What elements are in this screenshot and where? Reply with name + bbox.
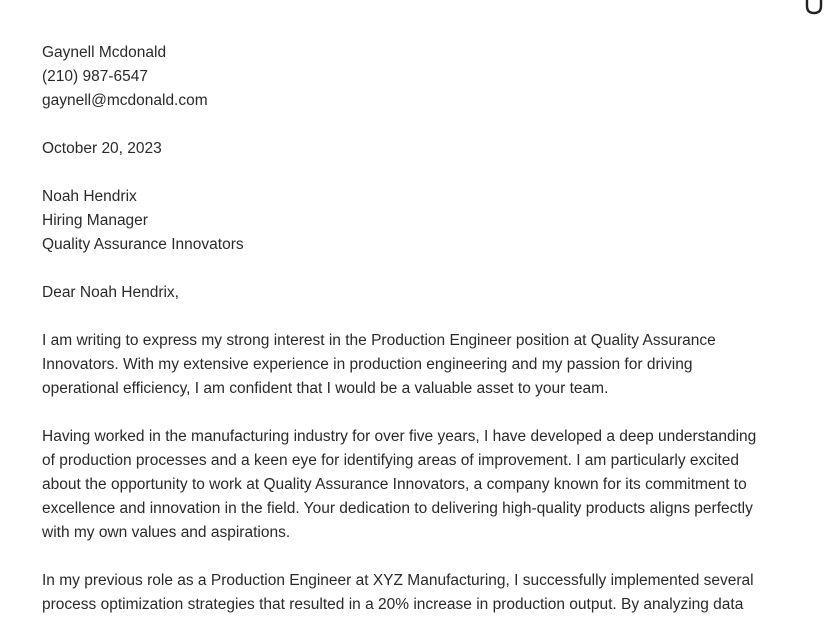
body-paragraph-1 <box>42 329 802 401</box>
sender-name: Gaynell Mcdonald <box>42 44 167 61</box>
salutation: Dear Noah Hendrix, <box>42 284 179 301</box>
paragraph-line: with my own values and aspirations. <box>42 524 291 541</box>
paragraph-line: excellence and innovation in the field. Your dedication to delivering high-quality products aligns perfectly <box>42 500 753 517</box>
paragraph-line: about the opportunity to work at Quality Assurance Innovators, a company known for its commitment to <box>42 476 747 493</box>
paragraph-line: I am writing to express my strong interest in the Production Engineer position at Quality Assurance <box>42 332 716 349</box>
paragraph-line: of production processes and a keen eye for identifying areas of improvement. I am particularly excited <box>42 452 740 469</box>
paragraph-line: process optimization strategies that resulted in a 20% increase in production output. By analyzing data <box>42 596 744 613</box>
recipient-title: Hiring Manager <box>42 212 148 229</box>
cover-letter <box>42 41 802 620</box>
paragraph-line: In my previous role as a Production Engineer at XYZ Manufacturing, I successfully implemented several <box>42 572 754 589</box>
sender-block <box>42 41 802 113</box>
recipient-block <box>42 185 802 257</box>
body-paragraph-3 <box>42 569 802 617</box>
partial-glyph-icon <box>804 0 824 16</box>
salutation-block <box>42 281 802 305</box>
body-paragraph-2 <box>42 425 802 545</box>
paragraph-line: Innovators. With my extensive experience in production engineering and my passion for driving <box>42 356 693 373</box>
recipient-name: Noah Hendrix <box>42 188 137 205</box>
sender-phone: (210) 987-6547 <box>42 68 148 85</box>
paragraph-line: Having worked in the manufacturing industry for over five years, I have developed a deep understanding <box>42 428 757 445</box>
paragraph-line: operational efficiency, I am confident that I would be a valuable asset to your team. <box>42 380 609 397</box>
sender-email: gaynell@mcdonald.com <box>42 92 208 109</box>
recipient-company: Quality Assurance Innovators <box>42 236 244 253</box>
date-block <box>42 137 802 161</box>
letter-date: October 20, 2023 <box>42 140 162 157</box>
